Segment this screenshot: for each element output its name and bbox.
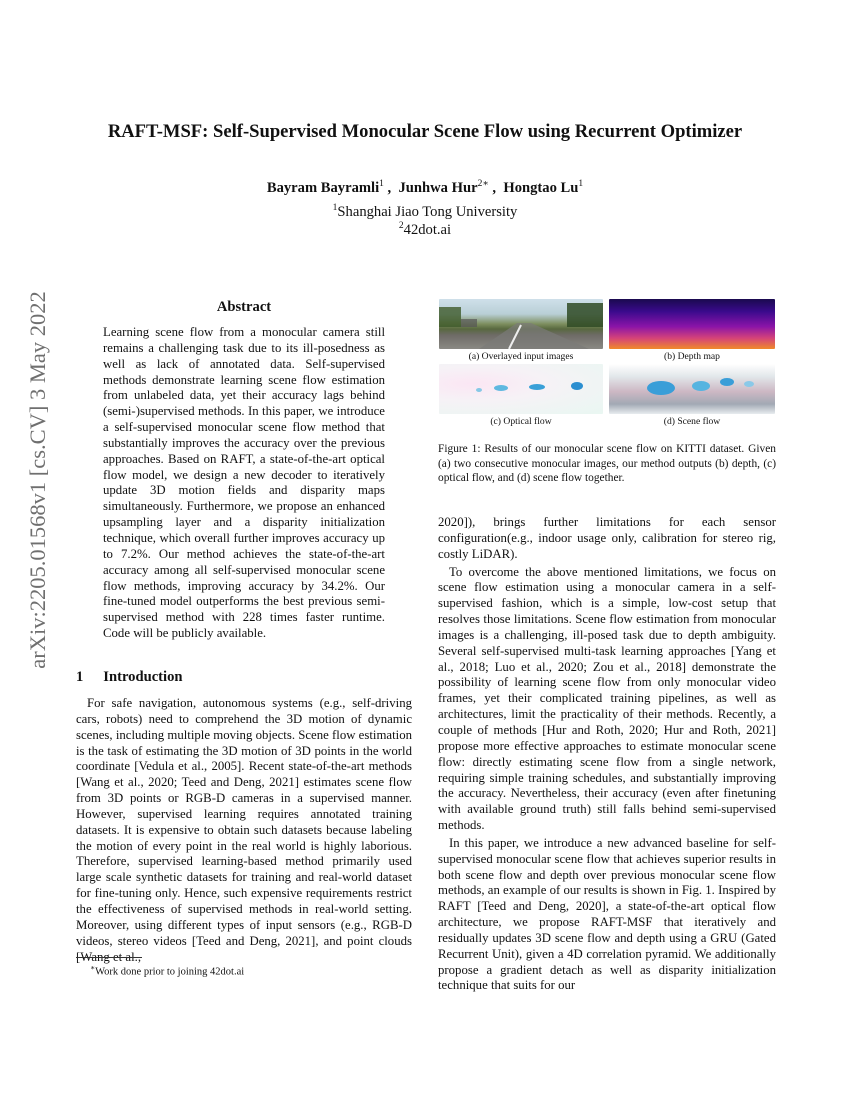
author-name: Bayram Bayramli xyxy=(266,179,380,196)
introduction-text: For safe navigation, autonomous systems (e.g., self-driving cars, robots) need to comprehend the 3D motion of dynamic scenes, including multiple moving objects. Scene flow estimation is the task of estimating the 3D motion of 3D points in the world coordinate [Vedula et al., 2005]. Recent state-of-the-art methods [Wang et al., 2020; Teed and Deng, 2021] estimates scene flow from 3D points or RGB-D cameras in a supervised manner. However, supervised learning requires annotated training datasets. It is expensive to obtain such datasets because labeling the motion of every point in the real world is highly laborious. Therefore, supervised learning-based method primarily used large scale synthetic datasets for training and real-world dataset for fine-tuning only. Hence, such expensive requirements restrict the effectiveness of supervised methods in real-world setting. Moreover, using different types of input sensors (e.g., RGB-D videos, stereo videos [Teed and Deng, 2021], and point clouds [Wang et al., xyxy=(76,696,412,964)
paper-title: RAFT-MSF: Self-Supervised Monocular Scene Flow using Recurrent Optimizer xyxy=(107,121,743,142)
footnote xyxy=(90,963,244,978)
affiliation xyxy=(0,203,850,221)
affiliation-mark: 2 xyxy=(398,221,404,231)
panel-caption: (a) Overlayed input images xyxy=(468,351,574,362)
figure-panel-optical-flow xyxy=(439,364,603,414)
author-mark: 1 xyxy=(379,179,384,189)
road-scene-image xyxy=(439,299,603,349)
affiliation-mark: 1 xyxy=(332,203,338,213)
abstract-text: Learning scene flow from a monocular camera still remains a challenging task due to its ill-posedness as well as lack of annotated data. Self-supervised methods demonstrate learning scene flow estimation from unlabeled data, yet their accuracy lags behind (semi-)supervised methods. In this paper, we introduce a self-supervised monocular scene flow method that substantially improves the accuracy over the previous approaches. Based on RAFT, a state-of-the-art optical flow model, we design a new decoder to iteratively update 3D motion fields and disparity maps simultaneously. Furthermore, we propose an enhanced upsampling layer and a disparity initialization technique, which overall further improves accuracy up to 7.2%. Our method achieves the state-of-the-art accuracy among all self-supervised monocular scene flow methods, improving accuracy by 34.2%. Our fine-tuned model outperforms the best previous semi-supervised method with 228 times faster runtime. Code will be publicly available. xyxy=(103,325,385,641)
affiliation xyxy=(0,221,850,239)
author-list: Bayram Bayramli$^1$ , Junhwa Hur$^{2∗}$ , Hongtao Lu$^1$ xyxy=(266,179,584,196)
paragraph: In this paper, we introduce a new advanced baseline for self-supervised monocular scene flow that achieves superior results in both scene flow and depth over previous monocular scene flow methods, an example of our results is shown in Fig. 1. Inspired by RAFT [Teed and Deng, 2020], a state-of-the-art optical flow architecture, we propose RAFT-MSF that iteratively and residually updates 3D scene flow and depth using a GRU (Gated Recurrent Unit), given a 4D correlation pyramid. We additionally propose a gradient detach as well as disparity initialization technique that suits for our xyxy=(438,835,777,993)
arxiv-stamp-text: arXiv:2205.01568v1 [cs.CV] 3 May 2022 xyxy=(25,291,50,669)
scene-flow-image xyxy=(609,364,775,414)
right-column-text xyxy=(438,515,776,994)
author-name: Junhwa Hur xyxy=(398,179,478,196)
affiliation-name: 42dot.ai xyxy=(403,221,452,238)
section-title: Introduction xyxy=(103,669,183,685)
author-name: Hongtao Lu xyxy=(503,179,579,196)
paragraph: 2020]), brings further limitations for each sensor configuration(e.g., indoor usage only, calibration for stereo rig, costly LiDAR). xyxy=(438,515,776,561)
optical-flow-image xyxy=(439,364,603,414)
author-mark: 1 xyxy=(578,179,584,189)
author-mark: 2∗ xyxy=(477,179,489,189)
footnote-mark: ∗ xyxy=(90,963,96,972)
figure-panel-scene-flow xyxy=(609,364,775,414)
panel-caption: (c) Optical flow xyxy=(490,416,552,427)
footnote-text: Work done prior to joining 42dot.ai xyxy=(95,966,245,978)
figure-panel-depth-map xyxy=(609,299,775,349)
panel-caption: (b) Depth map xyxy=(664,351,720,362)
section-number: 1 xyxy=(76,669,84,685)
paragraph: To overcome the above mentioned limitations, we focus on scene flow estimation using a monocular camera in a self-supervised fashion, which is a simple, low-cost setup that resolves those limitations. Scene flow estimation from monocular images is a challenging, ill-posed task due to depth ambiguity. Several self-supervised multi-task learning approaches [Yang et al., 2018; Luo et al., 2020; Zou et al., 2018] demonstrate the possibility of learning scene flow from only monocular video frames, yet their complicated training pipelines, as well as architectures, limit the practicality of their methods. Recently, a couple of methods [Hur and Roth, 2020; Hur and Roth, 2021] propose more effective approaches to estimate monocular scene flow: directly estimating scene flow from a single network, requiring simple training schedules, and substantially improving the accuracy. Nevertheless, their accuracy (even after finetuning with available ground truth) still falls behind semi-supervised methods. xyxy=(438,564,776,833)
affiliation-name: Shanghai Jiao Tong University xyxy=(337,203,518,220)
section-heading xyxy=(76,669,183,686)
abstract-heading: Abstract xyxy=(216,299,272,315)
panel-caption: (d) Scene flow xyxy=(663,416,721,427)
figure-panel-input-images xyxy=(439,299,603,349)
figure-caption: Figure 1: Results of our monocular scene flow on KITTI dataset. Given (a) two consecutive monocular images, our method outputs (b) depth, (c) optical flow, and (d) scene flow together. xyxy=(438,443,776,485)
footnote-rule xyxy=(76,957,142,958)
